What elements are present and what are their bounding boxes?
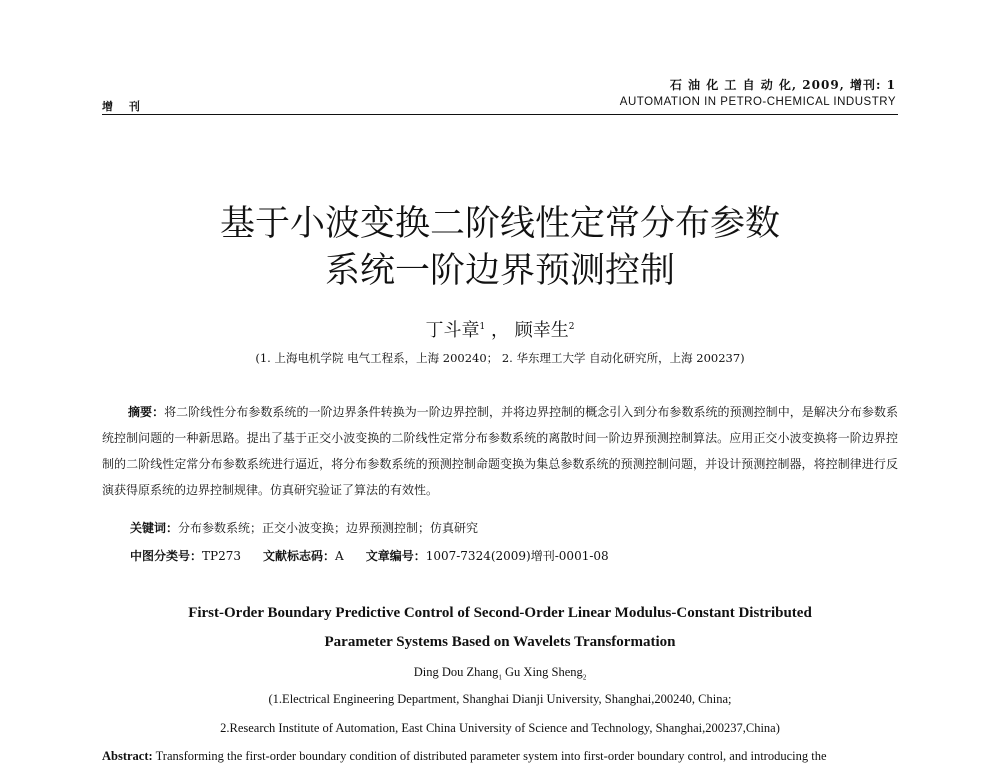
author-separator: ， (491, 320, 509, 341)
section-label: 增 刊 (102, 100, 146, 113)
paper-title-en-line2: Parameter Systems Based on Wavelets Transformation (324, 634, 676, 650)
journal-name-cn: 石 油 化 工 自 动 化, 2009, 增刊: 1 (669, 78, 896, 92)
article-no-value: 1007-7324(2009)增刊-0001-08 (425, 549, 609, 563)
paper-title-cn-line1: 基于小波变换二阶线性定常分布参数 (219, 204, 780, 244)
clc-label: 中图分类号： (130, 549, 203, 563)
affiliations-cn: (1. 上海电机学院 电气工程系，上海 200240； 2. 华东理工大学 自动化研究所，上海 200237) (255, 351, 745, 365)
clc-value: TP273 (202, 549, 241, 563)
doc-code-value: A (335, 549, 344, 563)
doc-code-label: 文献标志码： (263, 549, 336, 563)
abstract-en (102, 749, 827, 764)
paper-title-cn-line2: 系统一阶边界预测控制 (324, 251, 675, 291)
classification-line (130, 547, 609, 564)
paper-title-en-line1: First-Order Boundary Predictive Control of Second-Order Linear Modulus-Constant Distributed (188, 605, 812, 621)
author-cn-2-affil: 2 (568, 322, 575, 332)
journal-name-en: AUTOMATION IN PETRO-CHEMICAL INDUSTRY (619, 96, 896, 108)
author-cn-2: 顾幸生 (514, 320, 569, 341)
header-rule (102, 114, 898, 115)
article-no-label: 文章编号： (365, 549, 426, 563)
affiliation-en-2: 2.Research Institute of Automation, East China University of Science and Technology, Shanghai,200237,China) (220, 721, 780, 735)
affiliation-en-1: (1.Electrical Engineering Department, Shanghai Dianji University, Shanghai,200240, China; (268, 692, 732, 706)
abstract-cn-label: 摘要： (128, 405, 165, 419)
authors-en (0, 665, 1000, 682)
keywords-text: 分布参数系统；正交小波变换；边界预测控制；仿真研究 (178, 521, 479, 535)
authors-cn (0, 316, 1000, 342)
author-en-1-affil: 1 (498, 673, 502, 682)
abstract-cn (102, 399, 898, 503)
author-en-2: Gu Xing Sheng (505, 665, 583, 679)
abstract-en-label: Abstract: (102, 749, 153, 763)
abstract-cn-text: 将二阶线性分布参数系统的一阶边界条件转换为一阶边界控制，并将边界控制的概念引入到分布参数系统的预测控制中，是解决分布参数系统控制问题的一种新思路。提出了基于正交小波变换的二阶线性定常分布参数系统的离散时间一阶边界预测控制算法。应用正交小波变换将一阶边界控制的二阶线性定常分布参数系统进行逼近，将分布参数系统的预测控制命题变换为集总参数系统的预测控制问题，并设计预测控制器，将控制律进行反演获得原系统的边界控制规律。仿真研究验证了算法的有效性。 (102, 405, 898, 497)
author-en-2-affil: 2 (582, 673, 587, 682)
author-cn-1: 丁斗章 (425, 320, 480, 341)
keywords-label: 关键词： (130, 521, 179, 535)
author-en-1: Ding Dou Zhang (413, 665, 499, 679)
abstract-en-text: Transforming the first-order boundary condition of distributed parameter system into first-order boundary control, and introducing the (155, 749, 827, 763)
author-cn-1-affil: 1 (479, 322, 486, 332)
keywords-cn (130, 519, 478, 536)
